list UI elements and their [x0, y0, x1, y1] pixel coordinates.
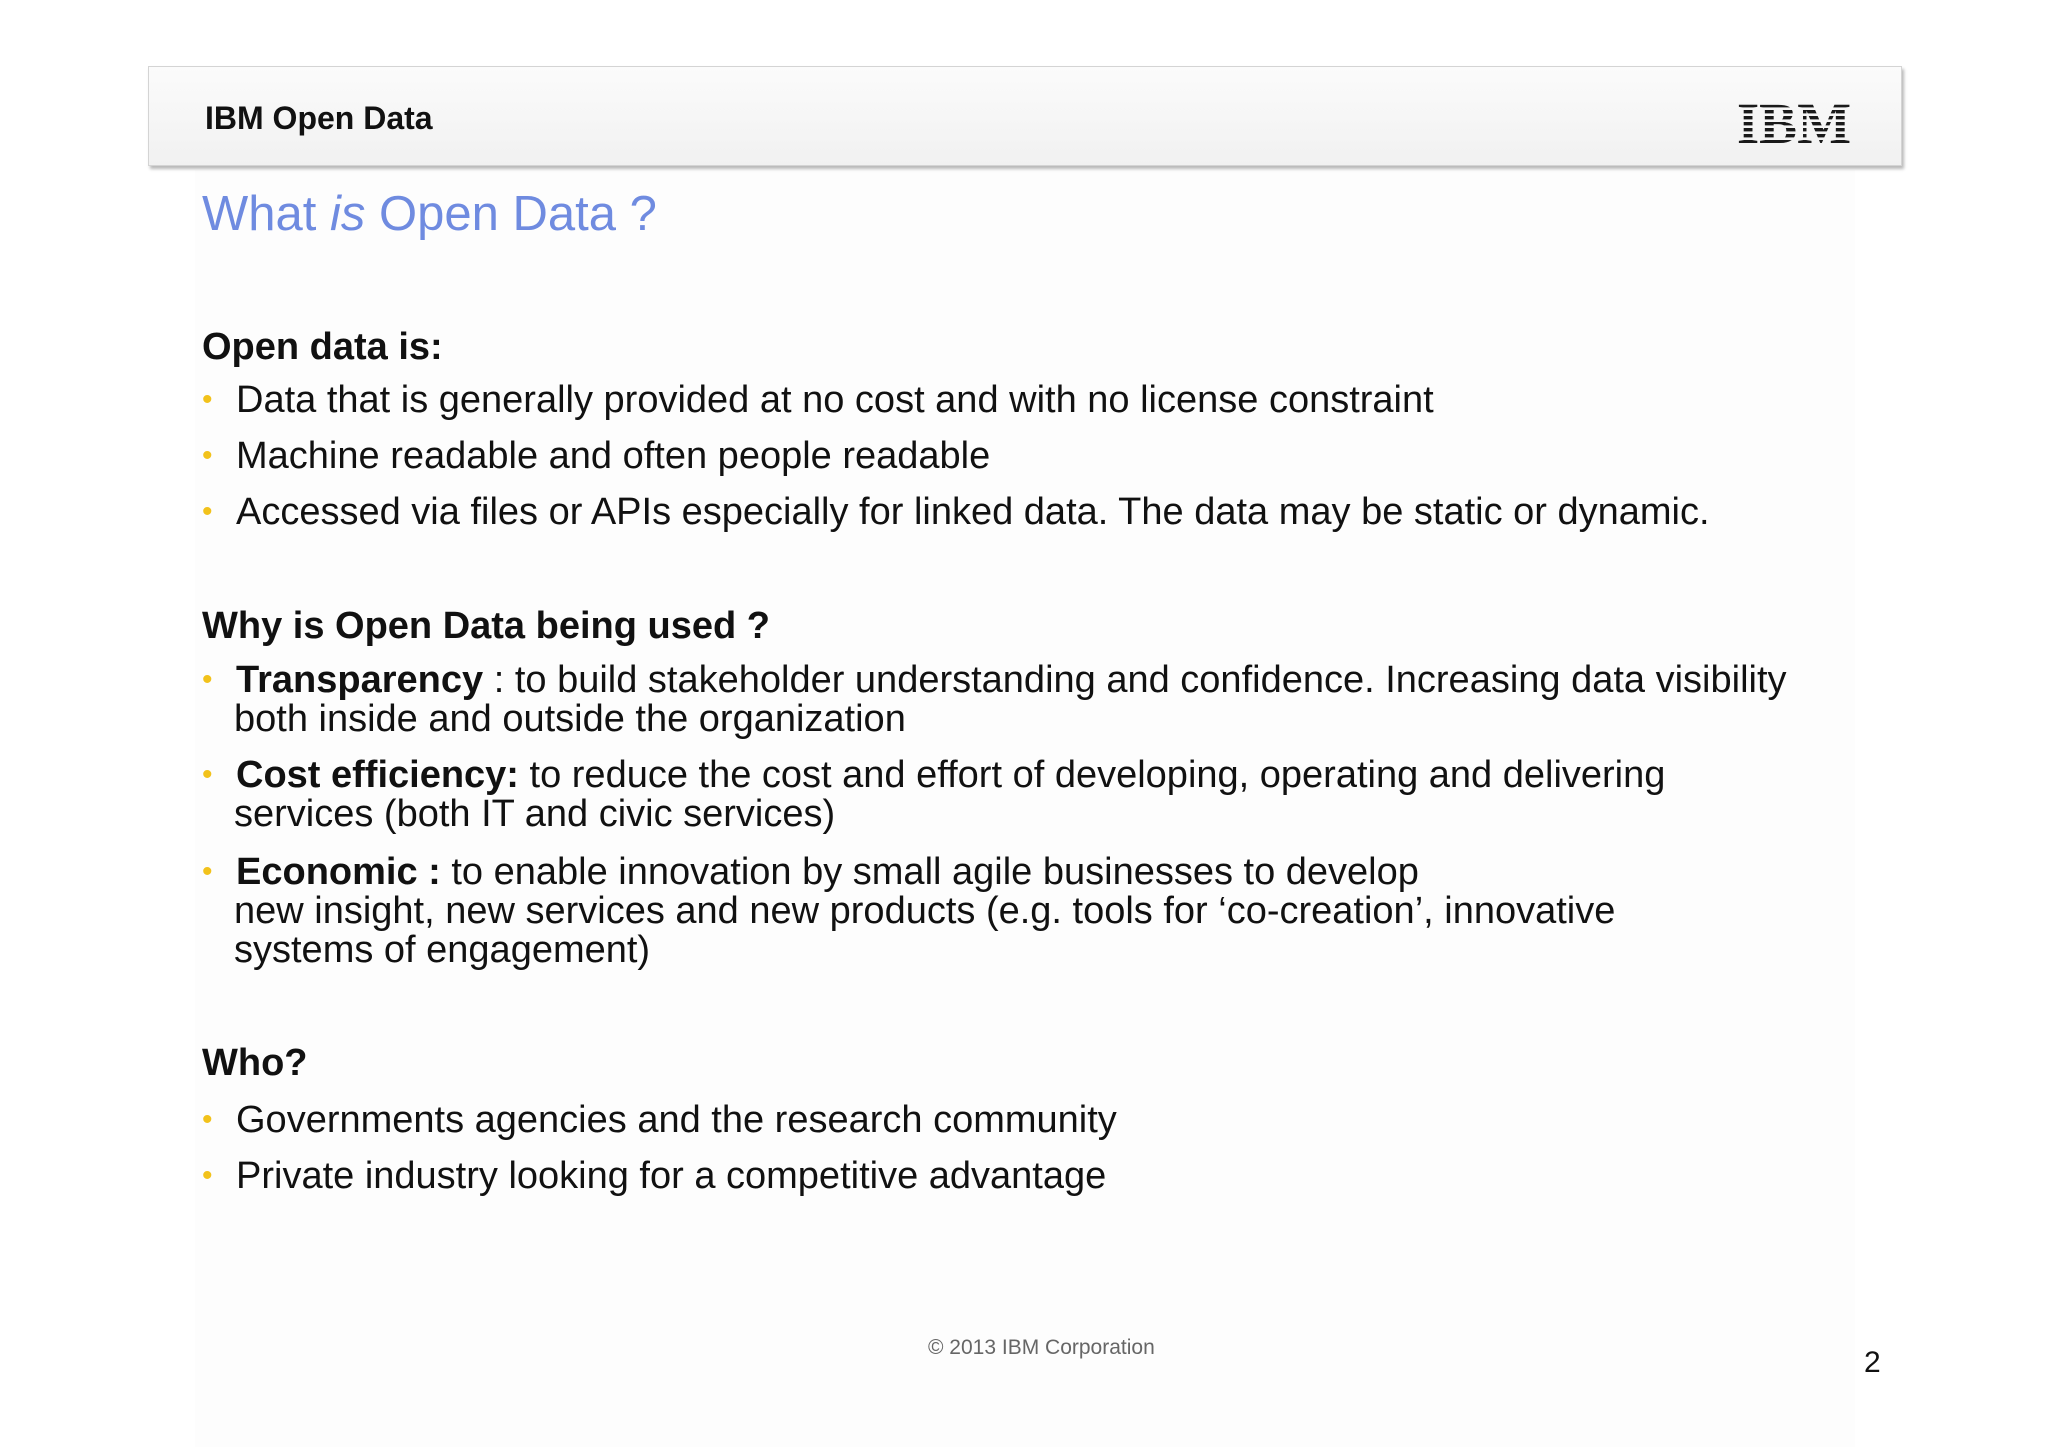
bullet-icon: •	[202, 1103, 213, 1136]
bullet-icon: •	[202, 758, 213, 791]
bullet-icon: •	[202, 495, 213, 528]
bullet-icon: •	[202, 439, 213, 472]
item-continuation: both inside and outside the organization	[234, 698, 906, 740]
header-title: IBM Open Data	[205, 100, 433, 136]
section-heading-open-data: Open data is:	[202, 326, 443, 368]
copyright-footer: © 2013 IBM Corporation	[928, 1336, 1155, 1359]
item-continuation: systems of engagement)	[234, 929, 651, 971]
section-heading-why: Why is Open Data being used ?	[202, 605, 770, 647]
ibm-logo	[1736, 98, 1852, 146]
item-term: Economic :	[236, 851, 441, 893]
item-continuation: services (both IT and civic services)	[234, 793, 836, 835]
bullet-icon: •	[202, 663, 213, 696]
bullet-icon: •	[202, 383, 213, 416]
bullet-icon: •	[202, 1159, 213, 1192]
page-number: 2	[1864, 1346, 1881, 1379]
section-heading-who: Who?	[202, 1042, 308, 1084]
item-term: Transparency	[236, 659, 484, 701]
page-title: What is Open Data ?	[202, 187, 657, 241]
item-continuation: new insight, new services and new products (e.g. tools for ‘co-creation’, innovative	[234, 890, 1616, 932]
bullet-icon: •	[202, 855, 213, 888]
item-term: Cost efficiency:	[236, 754, 519, 796]
